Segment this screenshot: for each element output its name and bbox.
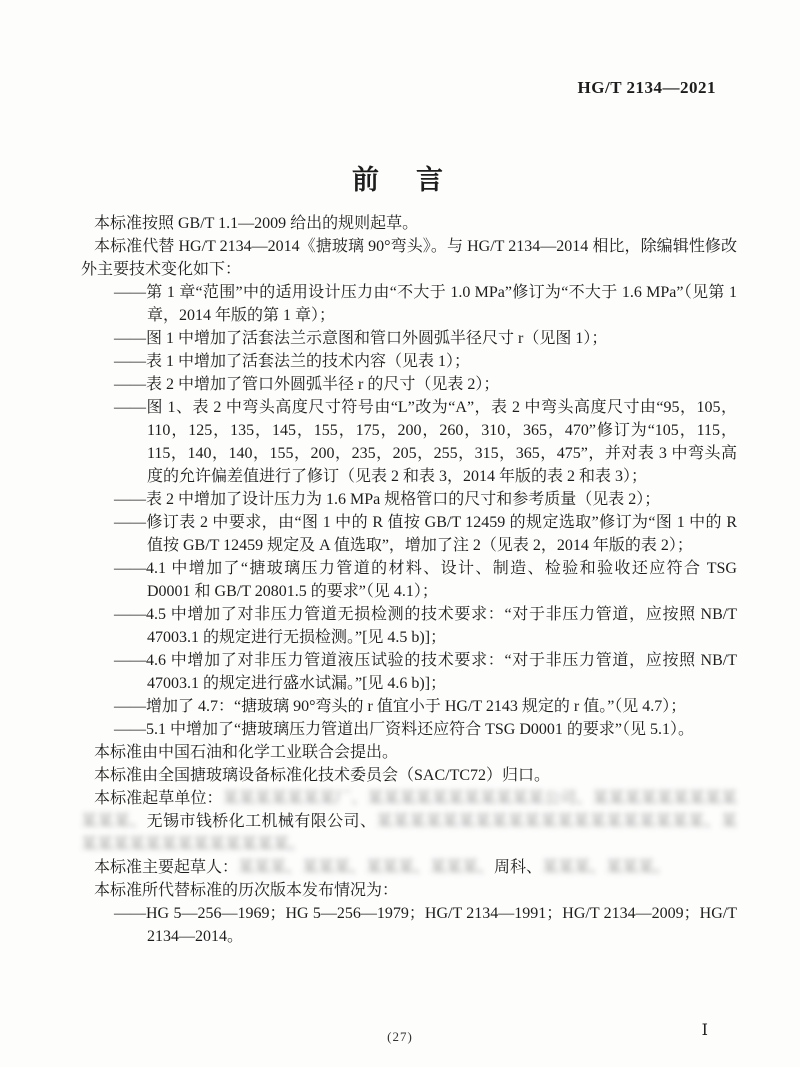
paragraph: [81, 235, 737, 281]
foreword-body: [81, 212, 737, 948]
text-run: ——表 1 中增加了活套法兰的技术内容（见表 1）；: [114, 353, 471, 370]
text-run: ——4.1 中增加了“搪玻璃压力管道的材料、设计、制造、检验和验收还应符合 TSG D0001 和 GB/T 20801.5 的要求”（见 4.1）；: [114, 560, 737, 600]
redacted-text: 某某某、某某某、某某某、某某某、: [238, 859, 495, 876]
list-item: [81, 350, 737, 373]
list-item: [81, 902, 737, 948]
list-item: [81, 327, 737, 350]
list-item: [81, 557, 737, 603]
list-item: [81, 396, 737, 488]
text-run: 本标准由中国石油和化学工业联合会提出。: [94, 744, 399, 761]
paragraph: [81, 856, 737, 879]
text-run: ——第 1 章“范围”中的适用设计压力由“不大于 1.0 MPa”修订为“不大于 1.6 MPa”（见第 1 章，2014 年版的第 1 章）；: [114, 284, 737, 324]
list-item: [81, 488, 737, 511]
text-run: ——表 2 中增加了设计压力为 1.6 MPa 规格管口的尺寸和参考质量（见表 2）；: [114, 491, 661, 508]
text-run: 周科、: [494, 859, 543, 876]
paragraph: [81, 764, 737, 787]
paragraph: [81, 787, 737, 856]
text-run: ——图 1 中增加了活套法兰示意图和管口外圆弧半径尺寸 r（见图 1）；: [114, 330, 608, 347]
list-item: [81, 603, 737, 649]
list-item: [81, 281, 737, 327]
list-item: [81, 373, 737, 396]
text-run: 本标准所代替标准的历次版本发布情况为：: [94, 882, 399, 899]
footer-roman-page-number: Ⅰ: [701, 1022, 708, 1039]
footer-page-mark: (27): [387, 1029, 413, 1044]
paragraph: [81, 741, 737, 764]
text-run: 本标准主要起草人：: [94, 859, 239, 876]
text-run: 本标准由全国搪玻璃设备标准化技术委员会（SAC/TC72）归口。: [94, 767, 551, 784]
list-item: [81, 718, 737, 741]
list-item: [81, 695, 737, 718]
text-run: 本标准代替 HG/T 2134—2014《搪玻璃 90°弯头》。与 HG/T 2134—2014 相比，除编辑性修改外主要技术变化如下：: [81, 238, 737, 278]
redacted-text: 某某某、某某某。: [542, 859, 671, 876]
text-run: 无锡市钱桥化工机械有限公司、: [146, 813, 377, 830]
page-title: 前 言: [352, 165, 448, 195]
standard-number: HG/T 2134—2021: [577, 78, 716, 97]
list-item: [81, 649, 737, 695]
paragraph: [81, 212, 737, 235]
text-run: ——修订表 2 中要求，由“图 1 中的 R 值按 GB/T 12459 的规定选取”修订为“图 1 中的 R 值按 GB/T 12459 规定及 A 值选取”，增加了注 2（见表 2，2014 年版的表 2）；: [114, 514, 737, 554]
text-run: ——增加了 4.7：“搪玻璃 90°弯头的 r 值宜小于 HG/T 2143 规定的 r 值。”（见 4.7）；: [114, 698, 687, 715]
text-run: 本标准按照 GB/T 1.1—2009 给出的规则起草。: [94, 215, 419, 232]
redacted-text: 某某某某某某某厂、某某某某某某某某某某某公司、某某某某某某某某某某某某、: [81, 790, 737, 830]
text-run: ——图 1、表 2 中弯头高度尺寸符号由“L”改为“A”，表 2 中弯头高度尺寸由“95，105，110，125，135，145，155，175，200，260，310，365，470”修订为“105，115，115，140，140，155，200，235，205，255，315，365，475”，并对表 3 中弯头高度的允许偏差值进行了修订（见表 2 和表 3，2014 年版的表 2 和表 3）；: [114, 399, 737, 485]
list-item: [81, 511, 737, 557]
text-run: 本标准起草单位：: [94, 790, 223, 807]
text-run: ——4.5 中增加了对非压力管道无损检测的技术要求：“对于非压力管道，应按照 NB/T 47003.1 的规定进行无损检测。”[见 4.5 b)]；: [114, 606, 737, 646]
text-run: ——表 2 中增加了管口外圆弧半径 r 的尺寸（见表 2）；: [114, 376, 500, 393]
text-run: ——5.1 中增加了“搪玻璃压力管道出厂资料还应符合 TSG D0001 的要求”（见 5.1）。: [114, 721, 694, 738]
text-run: ——HG 5—256—1969；HG 5—256—1979；HG/T 2134—1991；HG/T 2134—2009；HG/T 2134—2014。: [114, 905, 737, 945]
paragraph: [81, 879, 737, 902]
redacted-text: 某某某某某某某某某某某某某某某某某某某某、某某某某某某某某某某某某某某。: [81, 813, 737, 853]
text-run: ——4.6 中增加了对非压力管道液压试验的技术要求：“对于非压力管道，应按照 NB/T 47003.1 的规定进行盛水试漏。”[见 4.6 b)]；: [114, 652, 737, 692]
